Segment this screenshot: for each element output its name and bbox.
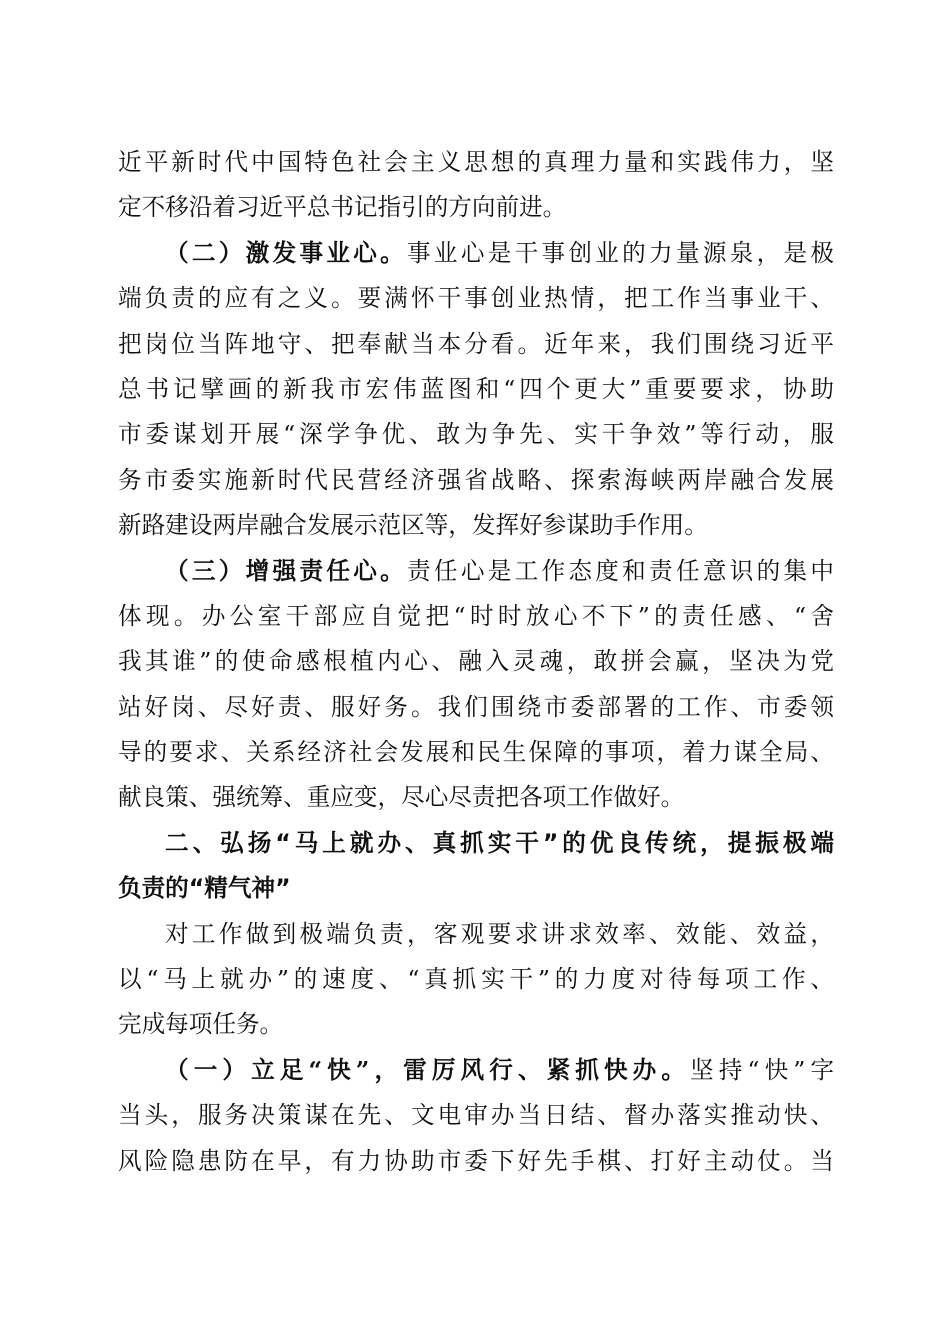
section-lead: （二）激发事业心。 [165, 238, 408, 267]
paragraph-line [118, 231, 834, 276]
paragraph-line [118, 549, 834, 594]
paragraph-line: 把岗位当阵地守、把奉献当本分看。近年来，我们围绕习近平 [118, 329, 834, 358]
paragraph-line: 近平新时代中国特色社会主义思想的真理力量和实践伟力，坚 [118, 148, 834, 176]
paragraph-line: 务市委实施新时代民营经济强省战略、探索海峡两岸融合发展 [118, 465, 834, 494]
paragraph-line: 体现。办公室干部应自觉把“时时放心不下”的责任感、“舍 [118, 601, 834, 630]
paragraph-line: 总书记擘画的新我市宏伟蓝图和“四个更大”重要要求，协助 [118, 374, 834, 403]
section-heading: 二、弘扬“马上就办、真抓实干”的优良传统，提振极端 [165, 828, 834, 857]
paragraph-line: 以“马上就办”的速度、“真抓实干”的力度对待每项工作、 [118, 965, 834, 994]
paragraph-text: 坚持“快”字 [690, 1055, 835, 1084]
section-lead: （一）立足“快”，雷厉风行、紧抓快办。 [165, 1055, 691, 1084]
paragraph-line: 风险隐患防在早，有力协助市委下好先手棋、打好主动仗。当 [118, 1146, 834, 1175]
paragraph-text: 责任心是工作态度和责任意识的集中 [407, 556, 835, 585]
paragraph-line: 我其谁”的使命感根植内心、融入灵魂，敢拼会赢，坚决为党 [118, 647, 834, 676]
paragraph-line: 定不移沿着习近平总书记指引的方向前进。 [118, 193, 567, 222]
document-page [118, 140, 834, 1184]
paragraph-line: 当头，服务决策谋在先、文电审办当日结、督办落实推动快、 [118, 1101, 834, 1130]
paragraph-line: 完成每项任务。 [118, 1010, 284, 1039]
paragraph-line: 站好岗、尽好责、服好务。我们围绕市委部署的工作、市委领 [118, 692, 834, 721]
section-heading: 负责的“精气神” [118, 874, 291, 903]
paragraph-line: 献良策、强统筹、重应变，尽心尽责把各项工作做好。 [118, 783, 685, 812]
paragraph-line: 新路建设两岸融合发展示范区等，发挥好参谋助手作用。 [118, 511, 708, 540]
paragraph-line: 对工作做到极端负责，客观要求讲求效率、效能、效益， [165, 919, 834, 948]
paragraph-line: 市委谋划开展“深学争优、敢为争先、实干争效”等行动，服 [118, 420, 834, 449]
paragraph-line: 导的要求、关系经济社会发展和民生保障的事项，着力谋全局、 [118, 738, 834, 767]
section-lead: （三）增强责任心。 [165, 556, 408, 585]
paragraph-line [118, 1048, 834, 1093]
paragraph-text: 事业心是干事创业的力量源泉，是极 [407, 238, 835, 267]
paragraph-line: 端负责的应有之义。要满怀干事创业热情，把工作当事业干、 [118, 284, 834, 313]
